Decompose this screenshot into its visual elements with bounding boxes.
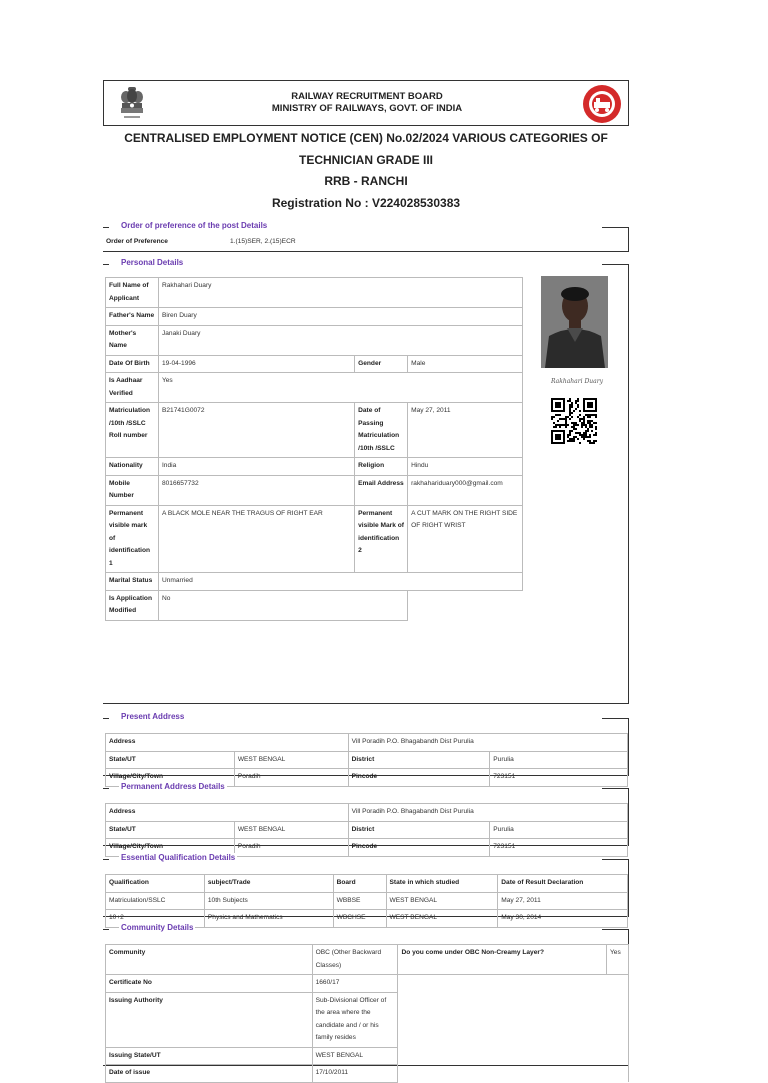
applicant-name: Rakhahari Duary bbox=[158, 278, 522, 308]
personal-title: Personal Details bbox=[121, 258, 184, 267]
notice-title-line1: CENTRALISED EMPLOYMENT NOTICE (CEN) No.02/2024 VARIOUS CATEGORIES OF bbox=[124, 131, 608, 145]
aadhaar-verified: Yes bbox=[158, 373, 522, 403]
table-row: Full Name of Applicant Rakhahari Duary bbox=[106, 278, 523, 308]
issue-date: 17/10/2011 bbox=[312, 1065, 398, 1083]
permanent-village: Poradih bbox=[234, 839, 348, 857]
applicant-photo bbox=[541, 276, 608, 368]
identification-mark-1: A BLACK MOLE NEAR THE TRAGUS OF RIGHT EAR bbox=[158, 505, 354, 573]
issuing-authority: Sub-Divisional Officer of the area where the candidate and / or his family resides bbox=[312, 992, 398, 1047]
table-row: Issuing Authority Sub-Divisional Officer of the area where the candidate and / or his family resides bbox=[106, 992, 629, 1047]
community-title: Community Details bbox=[121, 923, 194, 932]
qualification-table bbox=[105, 874, 628, 928]
table-row: Nationality India Religion Hindu bbox=[106, 458, 523, 476]
permanent-address: Vill Poradih P.O. Bhagabandh Dist Purulia bbox=[348, 804, 627, 822]
community-value: OBC (Other Backward Classes) bbox=[312, 945, 398, 975]
notice-title-line2: TECHNICIAN GRADE III bbox=[298, 153, 433, 167]
passing-date: May 27, 2011 bbox=[408, 403, 523, 458]
header-box bbox=[103, 80, 629, 126]
table-row: State/UT WEST BENGAL District Purulia bbox=[106, 751, 628, 769]
rrb-zone: RRB - RANCHI bbox=[324, 174, 408, 188]
ministry-name: MINISTRY OF RAILWAYS, GOVT. OF INDIA bbox=[271, 103, 463, 114]
certificate-number: 1660/17 bbox=[312, 975, 398, 993]
application-modified: No bbox=[158, 590, 407, 620]
present-address: Vill Poradih P.O. Bhagabandh Dist Purulia bbox=[348, 734, 627, 752]
gender: Male bbox=[408, 355, 523, 373]
permanent-pincode: 723151 bbox=[490, 839, 628, 857]
father-name: Biren Duary bbox=[158, 308, 522, 326]
table-row: Is Application Modified No bbox=[106, 590, 523, 620]
table-row: Mobile Number 8016657732 Email Address rakhahariduary000@gmail.com bbox=[106, 475, 523, 505]
table-row: Village/City/Town Poradih Pincode 723151 bbox=[106, 839, 628, 857]
registration-number: Registration No : V224028530383 bbox=[271, 196, 461, 210]
table-row: Father's Name Biren Duary bbox=[106, 308, 523, 326]
present-address-section bbox=[103, 712, 629, 780]
table-row: 10+2 Physics and Mathematics WBCHSE WEST BENGAL May 30, 2014 bbox=[106, 910, 628, 928]
table-row: Matriculation /10th /SSLC Roll number B21741G0072 Date of Passing Matriculation /10th /SSLC May 27, 2011 bbox=[106, 403, 523, 458]
marital-status: Unmarried bbox=[158, 573, 522, 591]
present-state: WEST BENGAL bbox=[234, 751, 348, 769]
permanent-state: WEST BENGAL bbox=[234, 821, 348, 839]
permanent-address-table bbox=[105, 803, 628, 857]
table-row: Permanent visible mark of identification 1 A BLACK MOLE NEAR THE TRAGUS OF RIGHT EAR Permanent visible Mark of identification 2 A CUT MARK ON THE RIGHT SIDE OF RIGHT WRIST bbox=[106, 505, 523, 573]
present-address-title: Present Address bbox=[121, 712, 185, 721]
religion: Hindu bbox=[408, 458, 523, 476]
mobile-number: 8016657732 bbox=[158, 475, 354, 505]
qualification-section bbox=[103, 853, 629, 921]
table-row: Certificate No 1660/17 bbox=[106, 975, 629, 993]
date-of-birth: 19-04-1996 bbox=[158, 355, 354, 373]
table-header-row: Qualification subject/Trade Board State in which studied Date of Result Declaration bbox=[106, 875, 628, 893]
table-row: Address Vill Poradih P.O. Bhagabandh Dist Purulia bbox=[106, 804, 628, 822]
email-address: rakhahariduary000@gmail.com bbox=[408, 475, 523, 505]
community-table bbox=[105, 944, 629, 1083]
nationality: India bbox=[158, 458, 354, 476]
issuing-state: WEST BENGAL bbox=[312, 1047, 398, 1065]
table-row: Date Of Birth 19-04-1996 Gender Male bbox=[106, 355, 523, 373]
permanent-address-title: Permanent Address Details bbox=[121, 782, 225, 791]
table-row: Date of issue 17/10/2011 bbox=[106, 1065, 629, 1083]
identification-mark-2: A CUT MARK ON THE RIGHT SIDE OF RIGHT WRIST bbox=[408, 505, 523, 573]
present-village: Poradih bbox=[234, 769, 348, 787]
preference-value: 1.(15)SER, 2.(15)ECR bbox=[230, 238, 296, 245]
permanent-address-section bbox=[103, 782, 629, 850]
table-row: Marital Status Unmarried bbox=[106, 573, 523, 591]
table-row: Issuing State/UT WEST BENGAL bbox=[106, 1047, 629, 1065]
personal-table bbox=[105, 277, 523, 621]
present-address-table bbox=[105, 733, 628, 787]
board-name: RAILWAY RECRUITMENT BOARD bbox=[291, 91, 443, 102]
preference-title: Order of preference of the post Details bbox=[121, 221, 268, 230]
community-section bbox=[103, 923, 629, 1076]
qualification-title: Essential Qualification Details bbox=[121, 853, 236, 862]
rrb-logo-icon bbox=[582, 84, 622, 124]
table-row: Community OBC (Other Backward Classes) Do you come under OBC Non-Creamy Layer? Yes bbox=[106, 945, 629, 975]
present-district: Purulia bbox=[490, 751, 628, 769]
table-row: Village/City/Town Poradih Pincode 723151 bbox=[106, 769, 628, 787]
present-pincode: 723151 bbox=[490, 769, 628, 787]
table-row: State/UT WEST BENGAL District Purulia bbox=[106, 821, 628, 839]
table-row: Mother's Name Janaki Duary bbox=[106, 325, 523, 355]
application-sheet bbox=[103, 80, 629, 1076]
signature-image: Rakhahari Duary bbox=[551, 378, 603, 385]
preference-label: Order of Preference bbox=[106, 238, 168, 245]
qr-code-icon bbox=[551, 398, 597, 444]
permanent-district: Purulia bbox=[490, 821, 628, 839]
table-row: Address Vill Poradih P.O. Bhagabandh Dist Purulia bbox=[106, 734, 628, 752]
non-creamy-value: Yes bbox=[606, 945, 628, 975]
roll-number: B21741G0072 bbox=[158, 403, 354, 458]
mother-name: Janaki Duary bbox=[158, 325, 522, 355]
table-row: Is Aadhaar Verified Yes bbox=[106, 373, 523, 403]
preference-section bbox=[103, 221, 629, 252]
table-row: Matriculation/SSLC 10th Subjects WBBSE WEST BENGAL May 27, 2011 bbox=[106, 892, 628, 910]
